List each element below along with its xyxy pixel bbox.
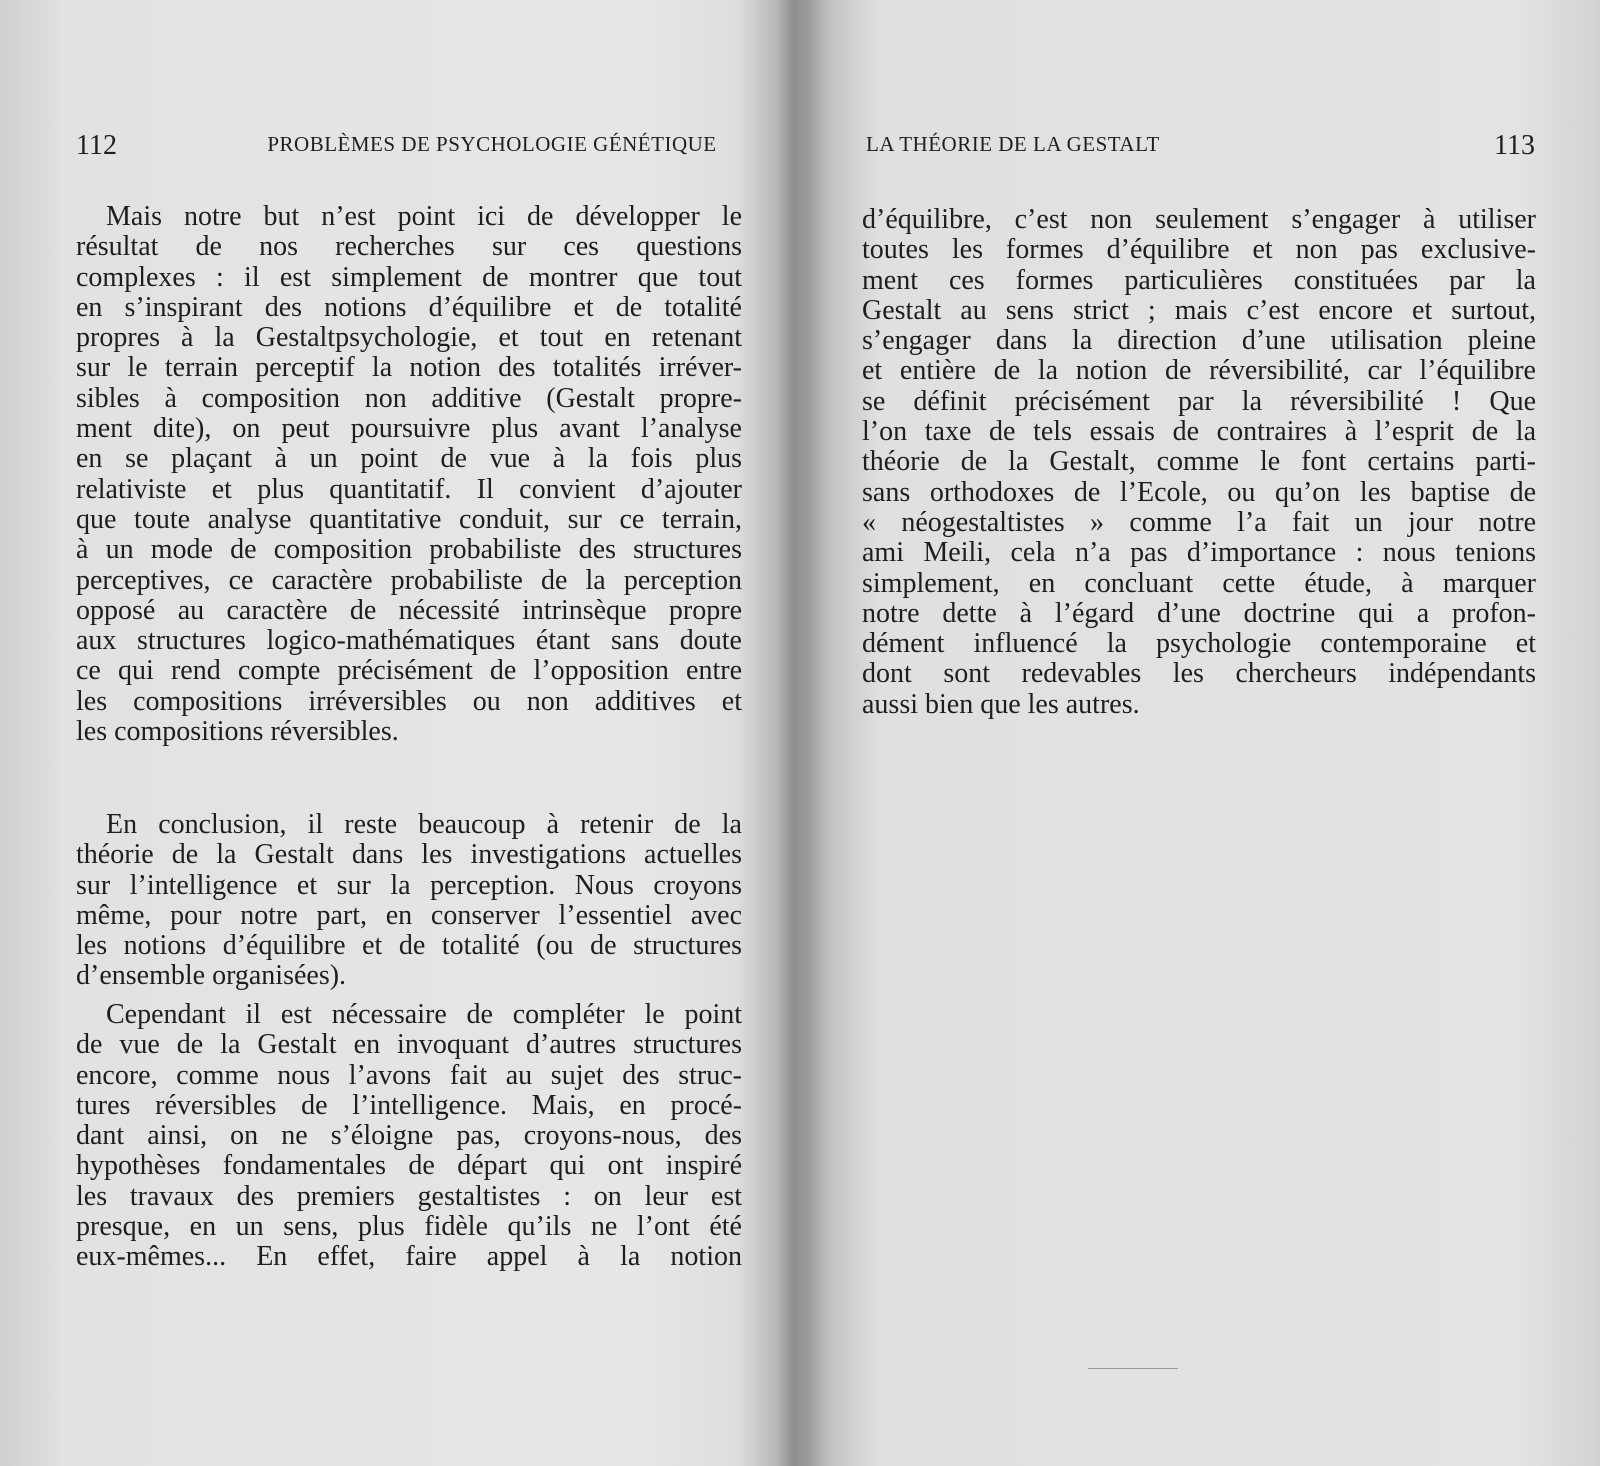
text-line: dant ainsi, on ne s’éloigne pas, croyons-nous, des [76, 1121, 742, 1152]
text-line: ce qui rend compte précisément de l’opposition entre [76, 656, 742, 687]
text-line: résultat de nos recherches sur ces questions [76, 232, 742, 263]
text-line: aux structures logico-mathématiques étant sans doute [76, 626, 742, 657]
text-line: et entière de la notion de réversibilité, car l’équilibre [862, 356, 1536, 387]
paragraph-left-1 [76, 202, 742, 747]
text-line: Gestalt au sens strict ; mais c’est encore et surtout, [862, 295, 1536, 326]
text-line: sur le terrain perceptif la notion des totalités irréver- [76, 353, 742, 384]
text-line: « néogestaltistes » comme l’a fait un jour notre [862, 507, 1536, 538]
footer-rule [1088, 1368, 1178, 1369]
text-line: ami Meili, cela n’a pas d’importance : nous tenions [862, 538, 1536, 569]
text-line: théorie de la Gestalt dans les investigations actuelles [76, 840, 742, 871]
text-line: les travaux des premiers gestaltistes : on leur est [76, 1181, 742, 1212]
text-line: ment ces formes particulières constituées par la [862, 265, 1536, 296]
text-line: en se plaçant à un point de vue à la fois plus [76, 444, 742, 475]
running-head-right: LA THÉORIE DE LA GESTALT [866, 132, 1160, 156]
text-line: sans orthodoxes de l’Ecole, ou qu’on les baptise de [862, 477, 1536, 508]
text-line: sur l’intelligence et sur la perception. Nous croyons [76, 870, 742, 901]
text-line: notre dette à l’égard d’une doctrine qui a profon- [862, 598, 1536, 629]
paragraph-left-2 [76, 810, 742, 992]
text-line: ment dite), on peut poursuivre plus avant l’analyse [76, 414, 742, 445]
text-line: dément influencé la psychologie contemporaine et [862, 629, 1536, 660]
text-line: dont sont redevables les chercheurs indépendants [862, 659, 1536, 690]
text-line: Mais notre but n’est point ici de développer le [106, 202, 742, 232]
text-line: les notions d’équilibre et de totalité (ou de structures [76, 931, 742, 962]
left-page [0, 0, 790, 1466]
text-line: se définit précisément par la réversibilité ! Que [862, 386, 1536, 417]
text-line: perceptives, ce caractère probabiliste de la perception [76, 565, 742, 596]
text-line: les compositions réversibles. [76, 717, 399, 748]
paragraph-right-1 [862, 205, 1536, 720]
text-line: l’on taxe de tels essais de contraires à l’esprit de la [862, 417, 1536, 448]
text-line: en s’inspirant des notions d’équilibre et de totalité [76, 292, 742, 323]
text-line: presque, en un sens, plus fidèle qu’ils ne l’ont été [76, 1212, 742, 1243]
page-number-right: 113 [1494, 130, 1535, 161]
text-line: Cependant il est nécessaire de compléter le point [106, 1000, 742, 1030]
text-line: complexes : il est simplement de montrer que tout [76, 262, 742, 293]
text-line: s’engager dans la direction d’une utilisation pleine [862, 326, 1536, 357]
text-line: tures réversibles de l’intelligence. Mais, en procé- [76, 1090, 742, 1121]
text-line: opposé au caractère de nécessité intrinsèque propre [76, 595, 742, 626]
text-line: relativiste et plus quantitatif. Il convient d’ajouter [76, 474, 742, 505]
page-number-left: 112 [76, 130, 117, 161]
text-line: toutes les formes d’équilibre et non pas exclusive- [862, 235, 1536, 266]
text-line: encore, comme nous l’avons fait au sujet des struc- [76, 1060, 742, 1091]
text-line: d’équilibre, c’est non seulement s’engager à utiliser [862, 205, 1536, 235]
right-page [810, 0, 1600, 1466]
text-line: que toute analyse quantitative conduit, sur ce terrain, [76, 504, 742, 535]
text-line: sibles à composition non additive (Gestalt propre- [76, 383, 742, 414]
text-line: les compositions irréversibles ou non additives et [76, 686, 742, 717]
text-line: d’ensemble organisées). [76, 961, 347, 992]
text-line: aussi bien que les autres. [862, 689, 1140, 720]
text-line: de vue de la Gestalt en invoquant d’autres structures [76, 1030, 742, 1061]
text-line: simplement, en concluant cette étude, à marquer [862, 568, 1536, 599]
text-line: théorie de la Gestalt, comme le font certains parti- [862, 447, 1536, 478]
text-line: hypothèses fondamentales de départ qui ont inspiré [76, 1151, 742, 1182]
text-line: eux-mêmes... En effet, faire appel à la notion [76, 1242, 742, 1273]
text-line: même, pour notre part, en conserver l’essentiel avec [76, 900, 742, 931]
text-line: En conclusion, il reste beaucoup à retenir de la [106, 810, 742, 840]
running-head-left: PROBLÈMES DE PSYCHOLOGIE GÉNÉTIQUE [267, 132, 717, 156]
text-line: à un mode de composition probabiliste des structures [76, 535, 742, 566]
paragraph-left-3 [76, 1000, 742, 1273]
text-line: propres à la Gestaltpsychologie, et tout en retenant [76, 323, 742, 354]
